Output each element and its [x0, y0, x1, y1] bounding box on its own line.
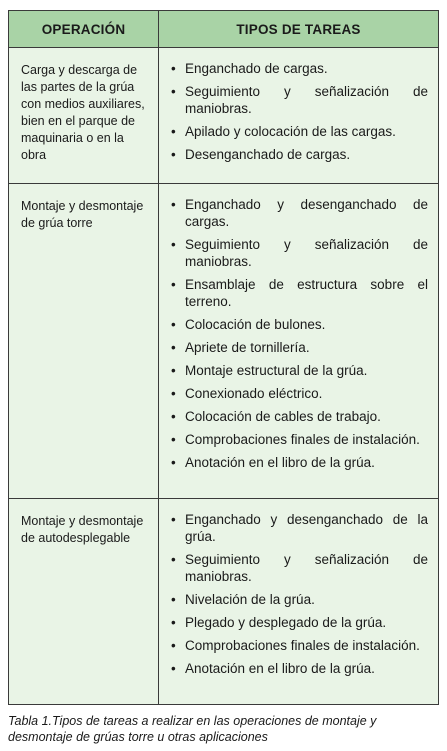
task-item: • Enganchado y desenganchado de la grúa. — [171, 511, 428, 545]
operation-cell: Montaje y desmontaje de autodesplegable — [9, 499, 159, 704]
tasks-cell — [159, 184, 438, 498]
table-row — [9, 48, 438, 184]
tasks-table — [8, 10, 439, 705]
task-item: • Ensamblaje de estructura sobre el terreno. — [171, 276, 428, 310]
task-list — [171, 60, 428, 163]
task-item: • Comprobaciones finales de instalación. — [171, 637, 428, 654]
task-item: • Plegado y desplegado de la grúa. — [171, 614, 428, 631]
tasks-cell — [159, 48, 438, 183]
task-item: • Nivelación de la grúa. — [171, 591, 428, 608]
task-item: • Montaje estructural de la grúa. — [171, 362, 428, 379]
task-item: • Seguimiento y señalización de maniobras. — [171, 236, 428, 270]
task-list — [171, 511, 428, 677]
table-row — [9, 499, 438, 704]
task-item: • Enganchado y desenganchado de cargas. — [171, 196, 428, 230]
task-list — [171, 196, 428, 471]
table-header — [9, 11, 438, 48]
task-item: • Seguimiento y señalización de maniobras. — [171, 83, 428, 117]
task-item: • Colocación de cables de trabajo. — [171, 408, 428, 425]
task-item: • Conexionado eléctrico. — [171, 385, 428, 402]
header-task-types: TIPOS DE TAREAS — [236, 21, 361, 37]
table-caption: Tabla 1.Tipos de tareas a realizar en las operaciones de montaje y desmontaje de grúas torre u otras aplicaciones — [8, 714, 377, 744]
task-item: • Apilado y colocación de las cargas. — [171, 123, 428, 140]
operation-cell: Carga y descarga de las partes de la grúa con medios auxiliares, bien en el parque de maquinaria o en la obra — [9, 48, 159, 183]
header-operation: OPERACIÓN — [9, 11, 159, 47]
task-item: • Desenganchado de cargas. — [171, 146, 428, 163]
task-item: • Colocación de bulones. — [171, 316, 428, 333]
table-row — [9, 184, 438, 499]
task-item: • Enganchado de cargas. — [171, 60, 428, 77]
task-item: • Anotación en el libro de la grúa. — [171, 660, 428, 677]
task-item: • Comprobaciones finales de instalación. — [171, 431, 428, 448]
operation-cell: Montaje y desmontaje de grúa torre — [9, 184, 159, 498]
tasks-cell — [159, 499, 438, 704]
task-item: • Seguimiento y señalización de maniobras. — [171, 551, 428, 585]
task-item: • Anotación en el libro de la grúa. — [171, 454, 428, 471]
task-item: • Apriete de tornillería. — [171, 339, 428, 356]
